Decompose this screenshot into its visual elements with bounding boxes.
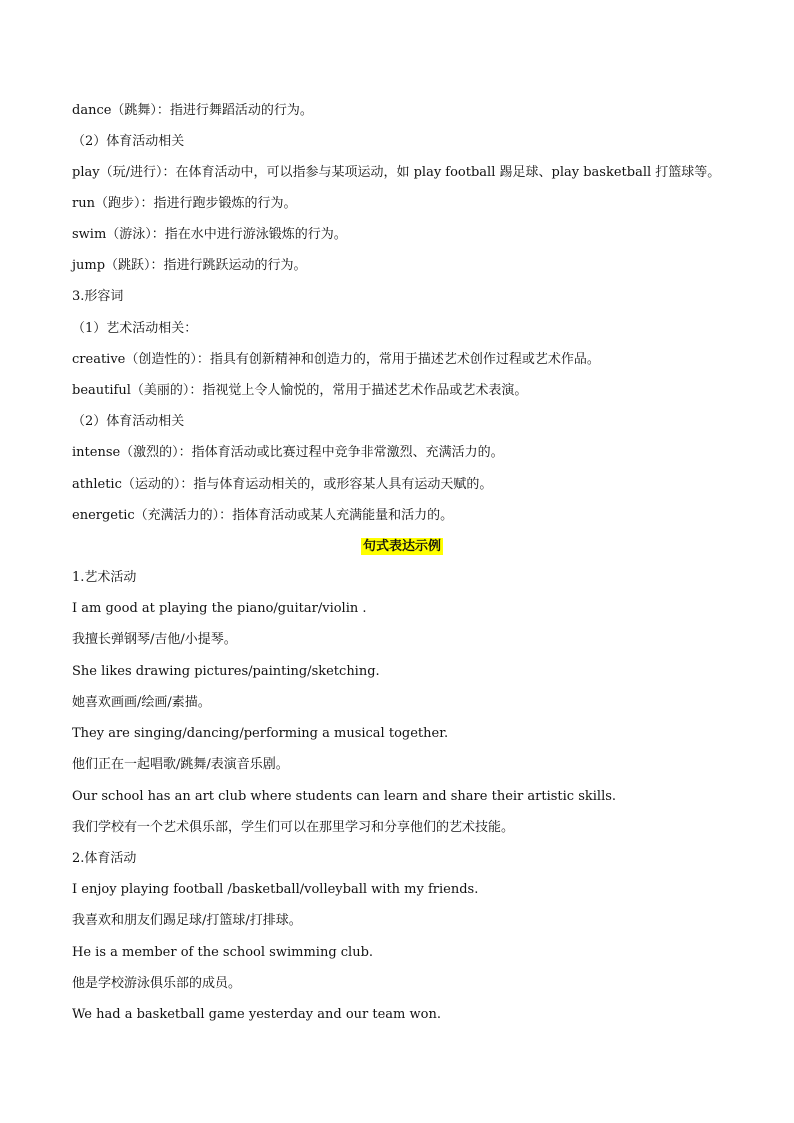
text-line: dance（跳舞）：指进行舞蹈活动的行为。 (72, 103, 313, 118)
example-category-heading: 1.艺术活动 (72, 570, 137, 585)
subsection-heading: （1）艺术活动相关： (72, 321, 198, 336)
example-sentence-en: She likes drawing pictures/painting/sketching. (72, 664, 380, 679)
example-sentence-zh: 她喜欢画画/绘画/素描。 (72, 695, 211, 710)
highlighted-section-title (72, 539, 732, 555)
text-line: energetic（充满活力的）：指体育活动或某人充满能量和活力的。 (72, 508, 454, 523)
example-sentence-en: Our school has an art club where students can learn and share their artistic skills. (72, 789, 617, 804)
text-line: jump（跳跃）：指进行跳跃运动的行为。 (72, 258, 307, 273)
example-sentence-en: He is a member of the school swimming club. (72, 945, 374, 960)
highlighted-title-text: 句式表达示例 (362, 539, 441, 554)
example-sentence-en: They are singing/dancing/performing a musical together. (72, 726, 449, 741)
subsection-heading: （2）体育活动相关 (72, 414, 185, 429)
text-line: athletic（运动的）：指与体育运动相关的，或形容某人具有运动天赋的。 (72, 477, 493, 492)
example-sentence-zh: 他们正在一起唱歌/跳舞/表演音乐剧。 (72, 757, 289, 772)
example-category-heading: 2.体育活动 (72, 851, 137, 866)
text-line: swim（游泳）：指在水中进行游泳锻炼的行为。 (72, 227, 347, 242)
text-line: intense（激烈的）：指体育活动或比赛过程中竞争非常激烈、充满活力的。 (72, 445, 504, 460)
example-sentence-en: I am good at playing the piano/guitar/violin . (72, 601, 367, 616)
example-sentence-zh: 我们学校有一个艺术俱乐部，学生们可以在那里学习和分享他们的艺术技能。 (72, 820, 515, 835)
text-line: creative（创造性的）：指具有创新精神和创造力的，常用于描述艺术创作过程或艺术作品。 (72, 352, 600, 367)
example-sentence-en: We had a basketball game yesterday and our team won. (72, 1007, 441, 1022)
text-line: play（玩/进行）：在体育活动中，可以指参与某项运动，如 play football 踢足球、play basketball 打篮球等。 (72, 165, 721, 180)
example-sentence-zh: 我喜欢和朋友们踢足球/打篮球/打排球。 (72, 913, 302, 928)
example-sentence-zh: 他是学校游泳俱乐部的成员。 (72, 976, 242, 991)
text-line: run（跑步）：指进行跑步锻炼的行为。 (72, 196, 297, 211)
section-heading: 3.形容词 (72, 289, 124, 304)
text-line: beautiful（美丽的）：指视觉上令人愉悦的，常用于描述艺术作品或艺术表演。 (72, 383, 528, 398)
subsection-heading: （2）体育活动相关 (72, 134, 185, 149)
example-sentence-en: I enjoy playing football /basketball/volleyball with my friends. (72, 882, 479, 897)
example-sentence-zh: 我擅长弹钢琴/吉他/小提琴。 (72, 632, 237, 647)
